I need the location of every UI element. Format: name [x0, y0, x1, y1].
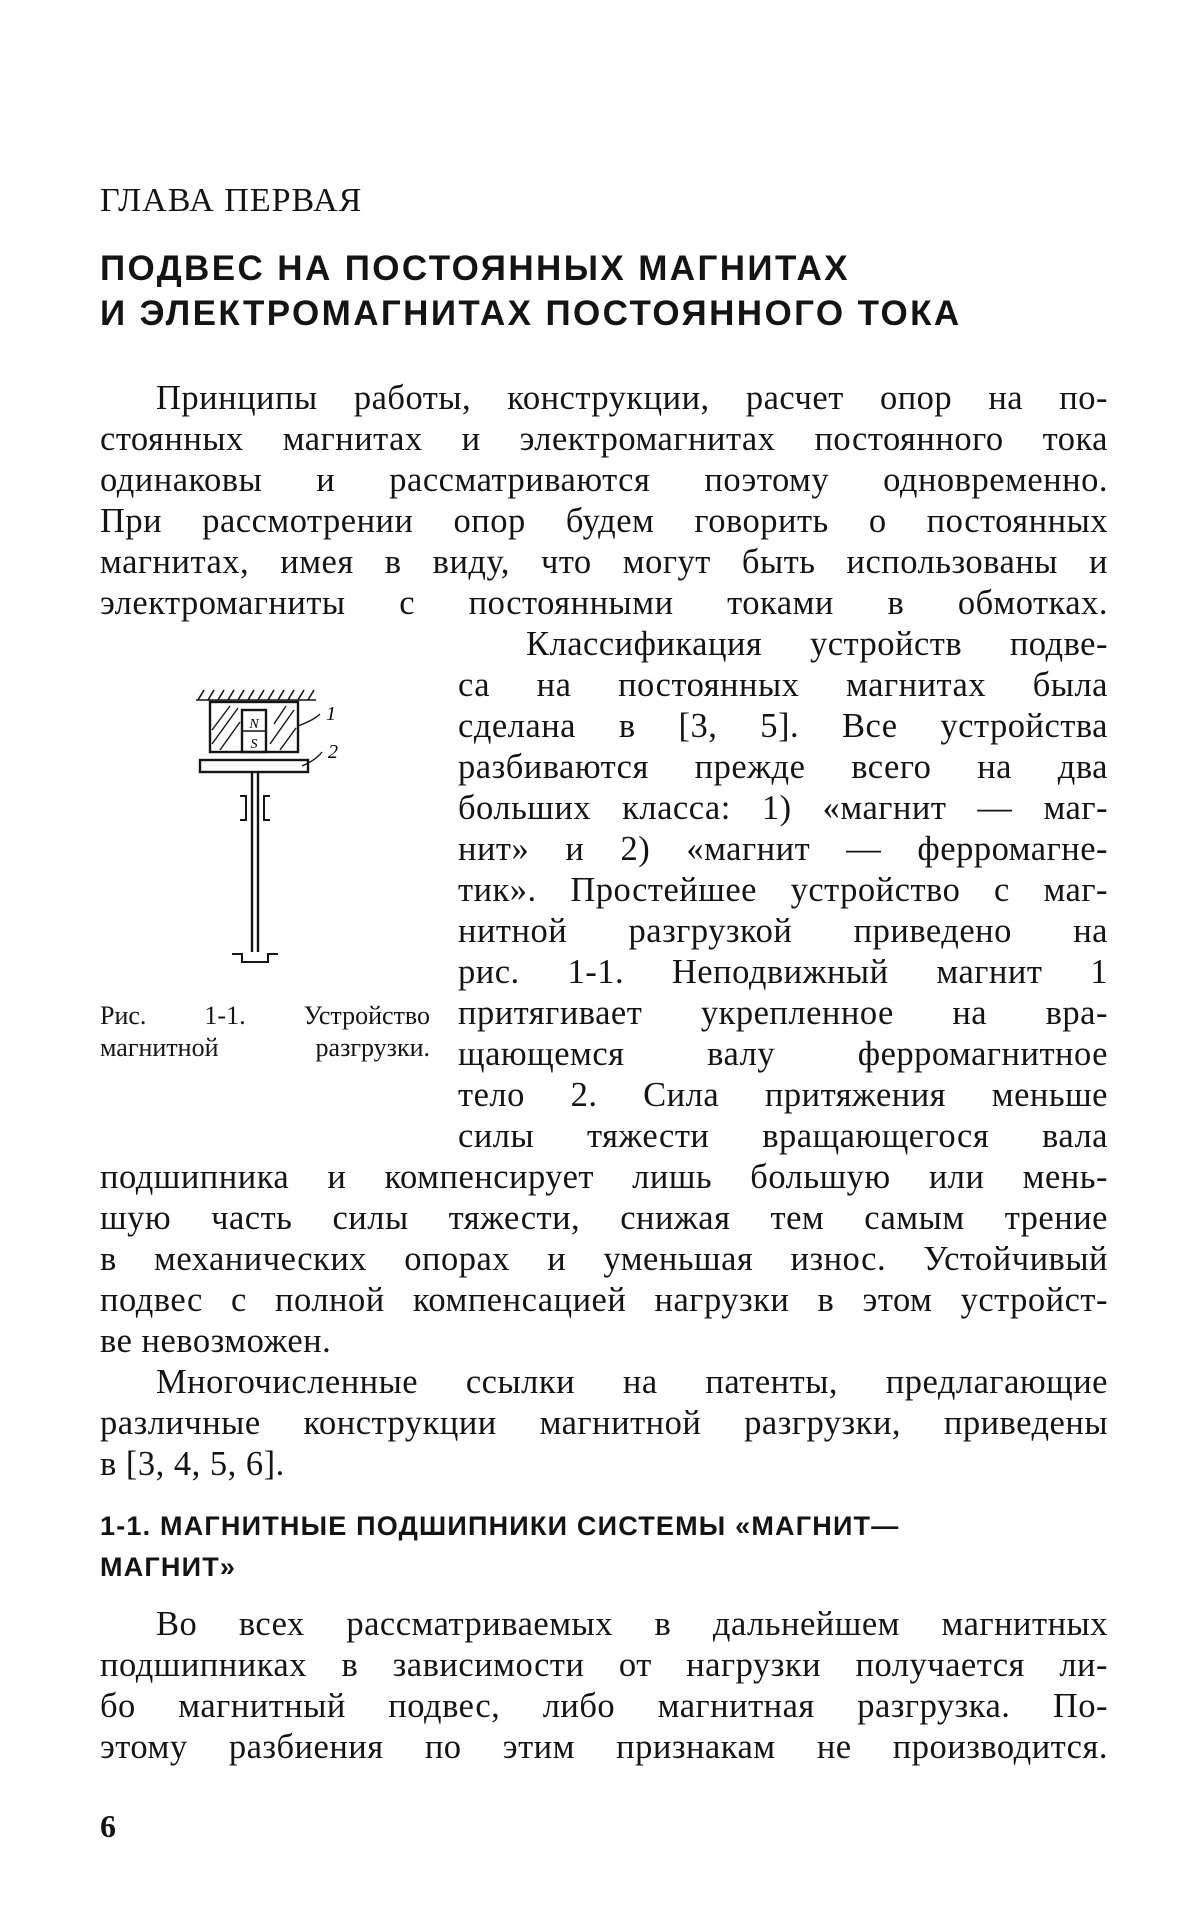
paragraph-line: разбиваются прежде всего на два — [458, 748, 1108, 786]
paragraph-line: нит» и 2) «магнит — ферромагне- — [458, 830, 1108, 868]
paragraph-line: щающемся валу ферромагнитное — [458, 1035, 1108, 1073]
paragraph-line: электромагниты с постоянными токами в обмотках. — [100, 584, 1108, 622]
paragraph-line: са на постоянных магнитах была — [458, 666, 1108, 704]
paragraph-line: в [3, 4, 5, 6]. — [100, 1445, 285, 1483]
paragraph-line: При рассмотрении опор будем говорить о постоянных — [100, 502, 1108, 540]
paragraph-line: сделана в [3, 5]. Все устройства — [458, 707, 1108, 745]
paragraph-line: стоянных магнитах и электромагнитах постоянного тока — [100, 420, 1108, 458]
paragraph-line: различные конструкции магнитной разгрузки, приведены — [100, 1404, 1108, 1442]
section-heading — [100, 1506, 899, 1588]
pole-s-label: S — [250, 737, 258, 752]
fixed-support-hatching — [196, 690, 316, 700]
ferromagnetic-disk — [200, 760, 308, 772]
chapter-heading: ГЛАВА ПЕРВАЯ — [100, 182, 363, 219]
paragraph-line: подшипниках в зависимости от нагрузки получается ли- — [100, 1646, 1108, 1684]
paragraph-line: притягивает укрепленное на вра- — [458, 994, 1108, 1032]
paragraph-line: Во всех рассматриваемых в дальнейшем магнитных — [156, 1605, 1108, 1643]
label-2: 2 — [328, 741, 338, 763]
section-heading-line: 1-1. МАГНИТНЫЕ ПОДШИПНИКИ СИСТЕМЫ «МАГНИТ— — [100, 1511, 900, 1541]
paragraph-line: больших класса: 1) «магнит — маг- — [458, 789, 1108, 827]
paragraph-line: бо магнитный подвес, либо магнитная разгрузка. По- — [100, 1687, 1108, 1725]
paragraph-line: рис. 1-1. Неподвижный магнит 1 — [458, 953, 1108, 991]
section-heading-line: МАГНИТ» — [100, 1552, 237, 1582]
chapter-title-line: И ЭЛЕКТРОМАГНИТАХ ПОСТОЯННОГО ТОКА — [100, 294, 962, 333]
rotating-shaft — [232, 772, 278, 962]
paragraph-line: силы тяжести вращающегося вала — [458, 1117, 1108, 1155]
paragraph-line: ве невозможен. — [100, 1322, 332, 1360]
paragraph-line: магнитах, имея в виду, что могут быть использованы и — [100, 543, 1108, 581]
label-1: 1 — [326, 703, 336, 725]
chapter-title — [100, 246, 962, 336]
paragraph-line: одинаковы и рассматриваются поэтому одновременно. — [100, 461, 1108, 499]
paragraph-line: нитной разгрузкой приведено на — [458, 912, 1108, 950]
leader-line-1 — [298, 714, 320, 726]
paragraph-line: шую часть силы тяжести, снижая тем самым трение — [100, 1199, 1108, 1237]
paragraph-line: тик». Простейшее устройство с маг- — [458, 871, 1108, 909]
chapter-title-line: ПОДВЕС НА ПОСТОЯННЫХ МАГНИТАХ — [100, 249, 850, 288]
paragraph-line: тело 2. Сила притяжения меньше — [458, 1076, 1108, 1114]
figure-caption-line: Рис. 1-1. Устройство — [100, 1001, 430, 1030]
page-number: 6 — [100, 1808, 116, 1844]
paragraph-line: Принципы работы, конструкции, расчет опор на по- — [156, 379, 1108, 417]
paragraph-line: в механических опорах и уменьшая износ. Устойчивый — [100, 1240, 1108, 1278]
magnetic-unloading-figure — [190, 682, 390, 972]
pole-n-label: N — [249, 717, 259, 732]
paragraph-line: Многочисленные ссылки на патенты, предлагающие — [156, 1363, 1108, 1401]
paragraph-line: этому разбиения по этим признакам не производится. — [100, 1728, 1108, 1766]
paragraph-line: Классификация устройств подве- — [526, 625, 1108, 663]
figure-caption — [100, 1000, 430, 1064]
paragraph-line: подвес с полной компенсацией нагрузки в этом устройст- — [100, 1281, 1108, 1319]
figure-caption-line: магнитной разгрузки. — [100, 1033, 430, 1062]
paragraph-line: подшипника и компенсирует лишь большую или мень- — [100, 1158, 1108, 1196]
